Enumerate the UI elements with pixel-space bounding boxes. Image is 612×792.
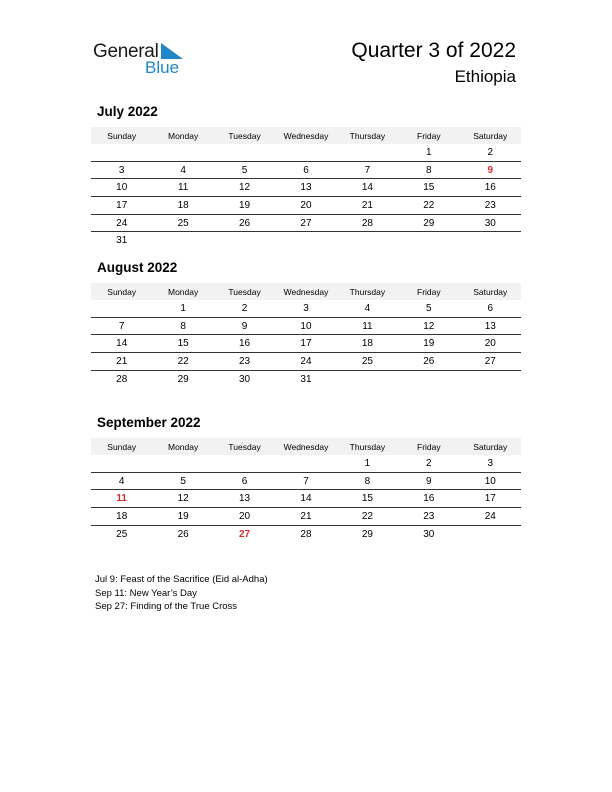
day-cell: 15 <box>337 490 398 508</box>
day-cell: 4 <box>152 161 213 179</box>
day-cell: 20 <box>275 197 336 215</box>
calendar-table <box>91 438 521 542</box>
logo-word-blue: Blue <box>145 58 180 77</box>
empty-day-cell <box>91 144 152 161</box>
day-cell: 11 <box>337 317 398 335</box>
quarter-title: Quarter 3 of 2022 <box>351 39 516 62</box>
day-cell: 25 <box>337 353 398 371</box>
day-cell: 18 <box>152 197 213 215</box>
day-cell: 16 <box>398 490 459 508</box>
empty-day-cell <box>152 232 213 249</box>
day-cell: 13 <box>275 179 336 197</box>
day-cell: 18 <box>337 335 398 353</box>
country-name: Ethiopia <box>454 67 516 86</box>
day-cell: 21 <box>91 353 152 371</box>
day-cell: 9 <box>214 317 275 335</box>
day-cell: 3 <box>91 161 152 179</box>
weekday-header: Thursday <box>337 438 398 455</box>
day-cell: 25 <box>152 214 213 232</box>
day-cell: 30 <box>423 528 435 540</box>
week-row <box>91 335 521 353</box>
weekday-header: Monday <box>152 127 213 144</box>
empty-day-cell <box>275 144 336 161</box>
day-cell: 23 <box>398 508 459 526</box>
empty-day-cell <box>460 525 521 542</box>
empty-day-cell <box>214 455 275 472</box>
weekday-header: Sunday <box>91 283 152 300</box>
day-cell: 16 <box>214 335 275 353</box>
weekday-header: Friday <box>398 283 459 300</box>
week-row <box>91 508 521 526</box>
week-row <box>91 232 521 249</box>
empty-day-cell <box>91 455 152 472</box>
weekday-header: Tuesday <box>214 283 275 300</box>
week-row <box>91 353 521 371</box>
weekday-header: Sunday <box>91 127 152 144</box>
week-row <box>91 197 521 215</box>
weekday-header: Saturday <box>460 283 521 300</box>
day-cell: 5 <box>152 472 213 490</box>
day-cell: 29 <box>398 214 459 232</box>
day-cell: 10 <box>91 179 152 197</box>
day-cell: 7 <box>91 317 152 335</box>
weekday-header: Tuesday <box>214 127 275 144</box>
empty-day-cell <box>398 370 459 387</box>
day-cell: 17 <box>460 490 521 508</box>
day-cell: 22 <box>398 197 459 215</box>
weekday-header: Monday <box>152 283 213 300</box>
day-cell: 3 <box>460 455 521 472</box>
day-cell: 13 <box>460 317 521 335</box>
day-cell: 12 <box>152 490 213 508</box>
holiday-note: Sep 27: Finding of the True Cross <box>95 601 238 612</box>
day-cell: 28 <box>116 373 128 385</box>
day-cell: 29 <box>361 528 373 540</box>
day-cell: 22 <box>152 353 213 371</box>
holiday-note: Sep 11: New Year’s Day <box>95 587 197 599</box>
day-cell: 6 <box>275 161 336 179</box>
week-row <box>91 317 521 335</box>
day-cell: 6 <box>214 472 275 490</box>
empty-day-cell <box>152 455 213 472</box>
month-september <box>91 415 521 542</box>
calendar-table <box>91 283 521 387</box>
empty-day-cell <box>275 455 336 472</box>
logo-word-general: General <box>93 41 159 62</box>
day-cell: 6 <box>460 300 521 317</box>
empty-day-cell <box>398 232 459 249</box>
weekday-header: Wednesday <box>275 438 336 455</box>
day-cell: 5 <box>214 161 275 179</box>
day-cell: 28 <box>300 528 312 540</box>
day-cell: 19 <box>398 335 459 353</box>
week-row <box>91 455 521 472</box>
month-july <box>91 104 521 249</box>
day-cell: 19 <box>214 197 275 215</box>
week-row <box>91 214 521 232</box>
holiday-day-cell: 11 <box>91 490 152 508</box>
day-cell: 9 <box>398 472 459 490</box>
week-row <box>91 161 521 179</box>
week-row <box>91 300 521 317</box>
weekday-header: Tuesday <box>214 438 275 455</box>
week-row <box>91 179 521 197</box>
day-cell: 10 <box>460 472 521 490</box>
day-cell: 23 <box>214 353 275 371</box>
day-cell: 31 <box>116 235 128 247</box>
day-cell: 22 <box>337 508 398 526</box>
day-cell: 30 <box>460 214 521 232</box>
day-cell: 26 <box>214 214 275 232</box>
empty-day-cell <box>275 232 336 249</box>
day-cell: 1 <box>152 300 213 317</box>
weekday-header: Saturday <box>460 127 521 144</box>
day-cell: 19 <box>152 508 213 526</box>
day-cell: 3 <box>275 300 336 317</box>
week-row <box>91 144 521 161</box>
week-row <box>91 525 521 542</box>
day-cell: 11 <box>152 179 213 197</box>
generalblue-logo <box>93 41 193 81</box>
empty-day-cell <box>460 232 521 249</box>
day-cell: 24 <box>91 214 152 232</box>
weekday-header: Monday <box>152 438 213 455</box>
day-cell: 21 <box>275 508 336 526</box>
day-cell: 31 <box>300 373 312 385</box>
day-cell: 17 <box>91 197 152 215</box>
day-cell: 27 <box>460 353 521 371</box>
day-cell: 26 <box>177 528 189 540</box>
empty-day-cell <box>214 144 275 161</box>
empty-day-cell <box>337 370 398 387</box>
day-cell: 8 <box>152 317 213 335</box>
day-cell: 28 <box>337 214 398 232</box>
day-cell: 13 <box>214 490 275 508</box>
day-cell: 24 <box>460 508 521 526</box>
day-cell: 17 <box>275 335 336 353</box>
day-cell: 21 <box>337 197 398 215</box>
logo-triangle-icon <box>161 43 183 59</box>
weekday-header: Wednesday <box>275 283 336 300</box>
calendar-table <box>91 127 521 249</box>
day-cell: 20 <box>460 335 521 353</box>
weekday-header: Thursday <box>337 283 398 300</box>
day-cell: 26 <box>398 353 459 371</box>
day-cell: 7 <box>275 472 336 490</box>
day-cell: 25 <box>116 528 128 540</box>
day-cell: 8 <box>398 161 459 179</box>
weekday-header: Thursday <box>337 127 398 144</box>
month-title: August 2022 <box>97 260 178 275</box>
day-cell: 14 <box>275 490 336 508</box>
empty-day-cell <box>337 232 398 249</box>
month-title: July 2022 <box>97 104 158 119</box>
holiday-notes <box>95 573 268 614</box>
empty-day-cell <box>460 370 521 387</box>
weekday-header: Friday <box>398 438 459 455</box>
day-cell: 29 <box>177 373 189 385</box>
day-cell: 14 <box>337 179 398 197</box>
month-august <box>91 260 521 387</box>
day-cell: 12 <box>398 317 459 335</box>
day-cell: 2 <box>398 455 459 472</box>
day-cell: 10 <box>275 317 336 335</box>
day-cell: 15 <box>398 179 459 197</box>
day-cell: 12 <box>214 179 275 197</box>
day-cell: 1 <box>337 455 398 472</box>
week-row <box>91 472 521 490</box>
holiday-day-cell: 27 <box>238 528 251 540</box>
day-cell: 4 <box>91 472 152 490</box>
day-cell: 2 <box>214 300 275 317</box>
empty-day-cell <box>337 144 398 161</box>
day-cell: 23 <box>460 197 521 215</box>
weekday-header: Sunday <box>91 438 152 455</box>
weekday-header: Wednesday <box>275 127 336 144</box>
empty-day-cell <box>214 232 275 249</box>
holiday-note: Jul 9: Feast of the Sacrifice (Eid al-Adha) <box>95 574 268 585</box>
day-cell: 27 <box>275 214 336 232</box>
day-cell: 20 <box>214 508 275 526</box>
day-cell: 16 <box>460 179 521 197</box>
day-cell: 5 <box>398 300 459 317</box>
week-row <box>91 370 521 387</box>
day-cell: 14 <box>91 335 152 353</box>
month-title: September 2022 <box>97 415 201 430</box>
day-cell: 7 <box>337 161 398 179</box>
day-cell: 1 <box>398 144 459 161</box>
day-cell: 15 <box>152 335 213 353</box>
day-cell: 4 <box>337 300 398 317</box>
day-cell: 2 <box>460 144 521 161</box>
day-cell: 8 <box>337 472 398 490</box>
week-row <box>91 490 521 508</box>
weekday-header: Friday <box>398 127 459 144</box>
holiday-day-cell: 9 <box>460 161 521 179</box>
day-cell: 30 <box>238 373 251 385</box>
empty-day-cell <box>152 144 213 161</box>
weekday-header: Saturday <box>460 438 521 455</box>
empty-day-cell <box>91 300 152 317</box>
day-cell: 18 <box>91 508 152 526</box>
day-cell: 24 <box>275 353 336 371</box>
